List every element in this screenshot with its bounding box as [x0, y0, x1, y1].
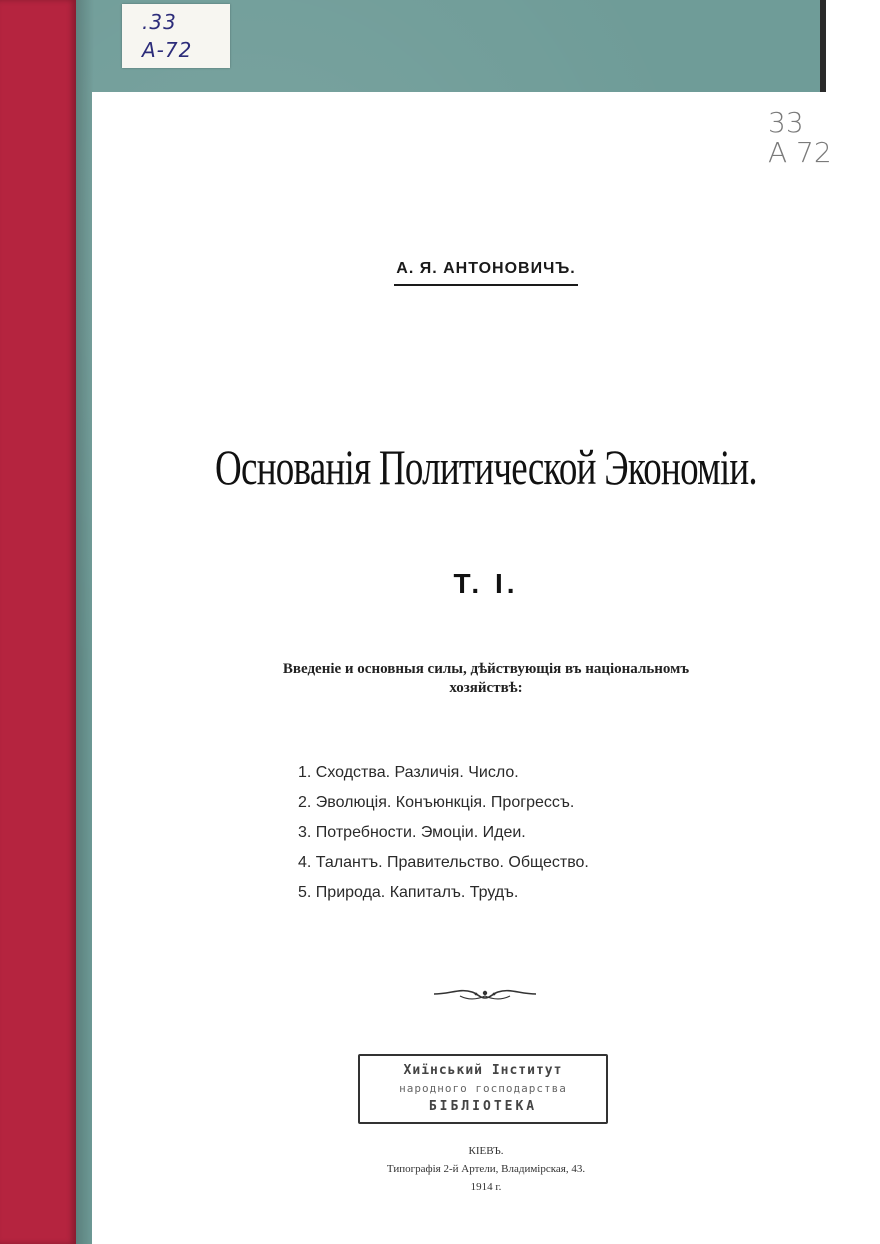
- volume-number: Т. I.: [453, 568, 519, 599]
- book-spine: [0, 0, 76, 1244]
- vignette-ornament-icon: [430, 984, 540, 1004]
- subtitle-line1: Введеніе и основныя силы, дѣйствующія въ національномъ: [282, 661, 690, 677]
- book-title: Основанія Политической Экономіи.: [215, 439, 757, 495]
- pencil-line2: A 72: [768, 136, 832, 169]
- library-stamp: [358, 1054, 608, 1124]
- shelf-label: [122, 4, 230, 68]
- contents-item: 2. Эволюція. Конъюнкція. Прогрессъ.: [298, 794, 575, 811]
- contents-item: 5. Природа. Капиталъ. Трудъ.: [298, 884, 519, 901]
- contents-item: 1. Сходства. Различія. Число.: [298, 764, 519, 781]
- imprint-city: КІЕВЪ.: [468, 1145, 504, 1157]
- stamp-line3: БІБЛІОТЕКА: [428, 1099, 538, 1114]
- shelf-label-line2: A-72: [142, 38, 193, 62]
- cover-edge: [820, 0, 826, 92]
- author-name: А. Я. АНТОНОВИЧЪ.: [92, 260, 880, 286]
- subtitle-line2: хозяйствѣ:: [449, 680, 523, 696]
- contents-item: 4. Талантъ. Правительство. Общество.: [298, 854, 589, 871]
- contents-list: [298, 758, 589, 908]
- subtitle: [92, 660, 880, 698]
- stamp-line1: Хиїнський Інститут: [403, 1063, 563, 1078]
- pencil-shelfmark: [768, 108, 868, 168]
- imprint: [92, 1142, 880, 1196]
- shelf-label-line1: .33: [142, 10, 177, 34]
- imprint-printer: Типографія 2-й Артели, Владимірская, 43.: [386, 1163, 586, 1175]
- pencil-line1: 33: [768, 106, 804, 139]
- stamp-line2: народного господарства: [399, 1082, 567, 1095]
- imprint-year: 1914 г.: [470, 1181, 502, 1193]
- contents-item: 3. Потребности. Эмоціи. Идеи.: [298, 824, 526, 841]
